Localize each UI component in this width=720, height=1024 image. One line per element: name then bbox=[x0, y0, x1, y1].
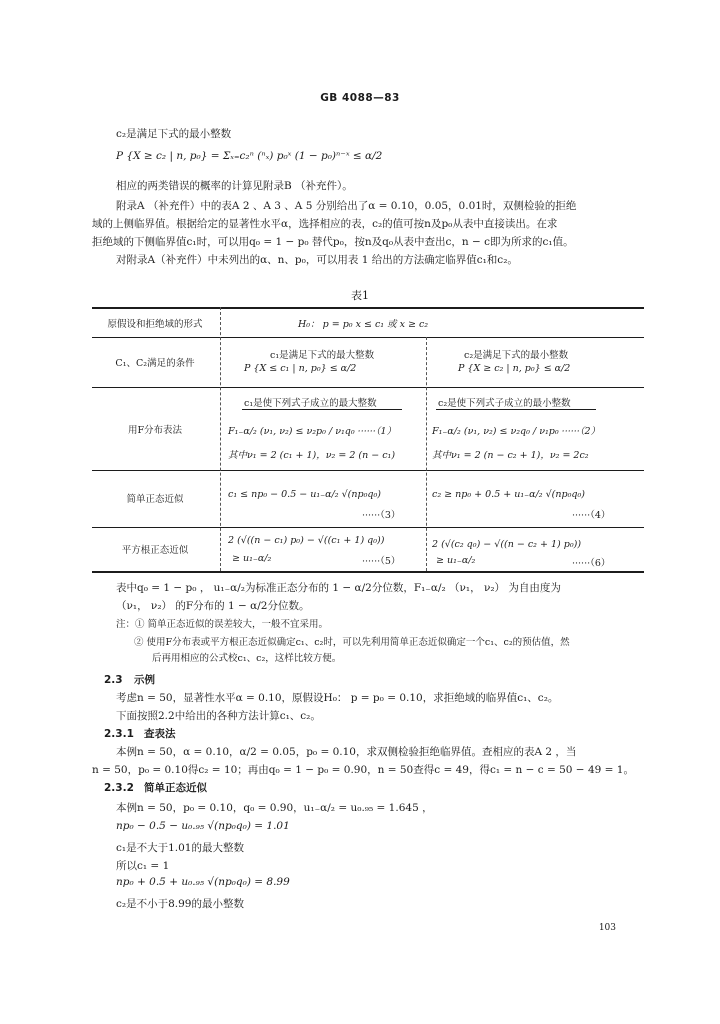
note-2: ② 使用F分布表或平方根正态近似确定c₁、c₂时，可以先利用简单正态近似确定一个c₁、c₂的预估值，然 bbox=[134, 637, 570, 648]
underline bbox=[436, 409, 596, 410]
section-title: 查表法 bbox=[144, 728, 176, 740]
hypothesis-cell: H₀： p = p₀ x ≤ c₁ 或 x ≥ c₂ bbox=[298, 319, 429, 330]
cond-right-formula: P {X ≥ c₂ | n, p₀} ≤ α/2 bbox=[458, 363, 571, 374]
table-rule bbox=[92, 470, 644, 471]
f-left-params: 其中ν₁ = 2 (c₁ + 1)，ν₂ = 2 (n − c₁) bbox=[228, 450, 396, 461]
equation-number-4: ······（4） bbox=[572, 510, 611, 521]
simple-left-formula: c₁ ≤ np₀ − 0.5 − u₁₋α/₂ √(np₀q₀) bbox=[228, 489, 381, 500]
c1-statement: c₁是不大于1.01的最大整数 bbox=[116, 842, 244, 854]
row-label-hypothesis: 原假设和拒绝域的形式 bbox=[107, 319, 203, 330]
note-2-cont: 后再用相应的公式校c₁、c₂，这样比较方便。 bbox=[152, 653, 342, 664]
normal-approx-formula-2: np₀ + 0.5 + u₀.₉₅ √(np₀q₀) = 8.99 bbox=[116, 876, 290, 888]
table-explanation-1: 表中q₀ = 1 − p₀ ， u₁₋α/₂为标准正态分布的 1 − α/2分位数，F₁₋α/₂ （ν₁， ν₂） 为自由度为 bbox=[116, 582, 561, 594]
section-2-3-1-heading bbox=[104, 726, 176, 741]
normal-approx-params: 本例n = 50，p₀ = 0.10，q₀ = 0.90，u₁₋α/₂ = u₀.₉₅ = 1.645 ， bbox=[116, 802, 433, 814]
paragraph-1c: 拒绝域的下侧临界值c₁时，可以用q₀ = 1 − p₀ 替代p₀，按n及q₀从表中查出c，n − c即为所求的c₁值。 bbox=[92, 236, 574, 248]
table-caption: 表1 bbox=[351, 289, 369, 302]
formula-c2: P {X ≥ c₂ | n, p₀} = Σₓ₌c₂ⁿ (ⁿₓ) p₀ˣ (1 − p₀)ⁿ⁻ˣ ≤ α/2 bbox=[116, 150, 383, 162]
table-rule bbox=[92, 337, 644, 338]
table-1 bbox=[92, 307, 644, 571]
section-number: 2.3.1 bbox=[104, 728, 134, 740]
note-1: 注：① 简单正态近似的误差较大，一般不宜采用。 bbox=[116, 619, 329, 630]
f-right-params: 其中ν₁ = 2 (n − c₂ + 1)，ν₂ = 2c₂ bbox=[432, 450, 589, 461]
section-2-3-2-heading bbox=[104, 780, 207, 795]
sqrt-left-formula: 2 (√((n − c₁) p₀) − √((c₁ + 1) q₀)) bbox=[228, 535, 385, 546]
table-explanation-2: （ν₁， ν₂） 的F分布的 1 − α/2分位数。 bbox=[116, 600, 310, 612]
paragraph-1a: 附录A （补充件）中的表A 2 、A 3 、A 5 分别给出了α = 0.10，0.05，0.01时，双侧检验的拒绝 bbox=[116, 200, 577, 212]
c2-statement: c₂是不小于8.99的最小整数 bbox=[116, 898, 244, 910]
equation-number-5: ······（5） bbox=[362, 556, 401, 567]
c2-definition: c₂是满足下式的最小整数 bbox=[116, 128, 232, 140]
cond-left-formula: P {X ≤ c₁ | n, p₀} ≤ α/2 bbox=[244, 363, 357, 374]
underline bbox=[242, 409, 402, 410]
row-label-f-method: 用F分布表法 bbox=[127, 425, 183, 436]
f-right-formula: F₁₋α/₂ (ν₁, ν₂) ≤ ν₂q₀ / ν₁p₀ ······（2） bbox=[432, 426, 601, 437]
table-column-divider bbox=[426, 337, 427, 571]
cond-left-text: c₁是满足下式的最大整数 bbox=[270, 350, 375, 361]
section-title: 简单正态近似 bbox=[144, 782, 207, 794]
page-header: GB 4088—83 bbox=[320, 92, 400, 104]
page-number: 103 bbox=[598, 923, 616, 933]
table-rule bbox=[92, 527, 644, 528]
row-label-simple-normal: 简单正态近似 bbox=[126, 494, 184, 505]
table-top-rule bbox=[92, 307, 644, 309]
error-prob-note: 相应的两类错误的概率的计算见附录B （补充件）。 bbox=[116, 180, 353, 192]
simple-right-formula: c₂ ≥ np₀ + 0.5 + u₁₋α/₂ √(np₀q₀) bbox=[432, 489, 585, 500]
section-number: 2.3 bbox=[104, 674, 123, 686]
sqrt-right-bound: ≥ u₁₋α/₂ bbox=[436, 555, 476, 566]
lookup-paragraph-1: 本例n = 50，α = 0.10，α/2 = 0.05，p₀ = 0.10，求双侧检验拒绝临界值。查相应的表A 2 ，当 bbox=[116, 746, 577, 758]
paragraph-2: 对附录A（补充件）中未列出的α、n、p₀，可以用表 1 给出的方法确定临界值c₁和c₂。 bbox=[116, 254, 518, 266]
lookup-paragraph-2: n = 50，p₀ = 0.10得c₂ = 10；再由q₀ = 1 − p₀ = 0.90，n = 50查得c = 49，得c₁ = n − c = 50 − 49 = 1。 bbox=[92, 764, 634, 776]
table-rule bbox=[92, 387, 644, 388]
f-left-formula: F₁₋α/₂ (ν₁, ν₂) ≤ ν₂p₀ / ν₁q₀ ······（1） bbox=[228, 426, 397, 437]
example-paragraph-2: 下面按照2.2中给出的各种方法计算c₁、c₂。 bbox=[116, 710, 321, 722]
normal-approx-formula-1: np₀ − 0.5 − u₀.₉₅ √(np₀q₀) = 1.01 bbox=[116, 820, 290, 832]
equation-number-3: ······（3） bbox=[362, 510, 401, 521]
section-2-3-heading bbox=[104, 672, 155, 687]
table-bottom-rule bbox=[92, 571, 644, 573]
cond-right-text: c₂是满足下式的最小整数 bbox=[464, 350, 569, 361]
c1-result: 所以c₁ = 1 bbox=[116, 860, 170, 872]
sqrt-right-formula: 2 (√(c₂ q₀) − √((n − c₂ + 1) p₀)) bbox=[432, 539, 582, 550]
section-number: 2.3.2 bbox=[104, 782, 134, 794]
section-title: 示例 bbox=[134, 674, 155, 686]
table-column-divider bbox=[220, 307, 221, 571]
row-label-sqrt-normal: 平方根正态近似 bbox=[121, 545, 189, 556]
sqrt-left-bound: ≥ u₁₋α/₂ bbox=[232, 553, 272, 564]
paragraph-1b: 域的上侧临界值。根据给定的显著性水平α，选择相应的表，c₂的值可按n及p₀从表中直接读出。在求 bbox=[92, 218, 558, 230]
equation-number-6: ······（6） bbox=[572, 558, 611, 569]
example-paragraph-1: 考虑n = 50，显著性水平α = 0.10，原假设H₀： p = p₀ = 0.10，求拒绝域的临界值c₁、c₂。 bbox=[116, 692, 559, 704]
f-right-text: c₂是使下列式子成立的最小整数 bbox=[438, 398, 571, 409]
row-label-conditions: C₁、C₂满足的条件 bbox=[115, 358, 195, 369]
f-left-text: c₁是使下列式子成立的最大整数 bbox=[244, 398, 377, 409]
